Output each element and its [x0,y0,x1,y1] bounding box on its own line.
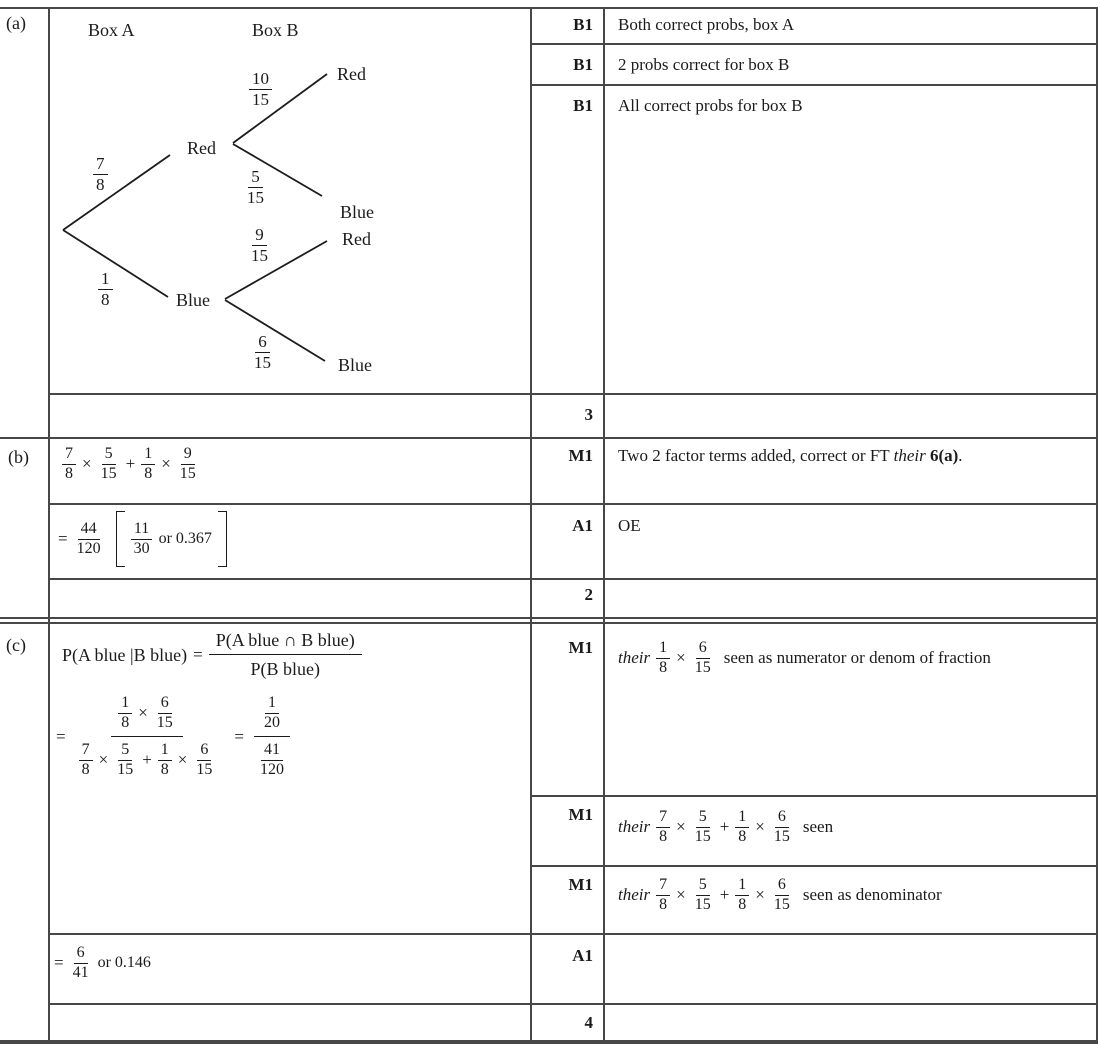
comment-m1-b: Two 2 factor terms added, correct or FT their 6(a). [618,446,963,465]
close-bracket [218,511,227,567]
box-b-header: Box B [252,20,299,40]
row-divider-a1 [530,43,1098,45]
mark-m1-b: M1 [568,446,593,465]
times-sign: × [82,454,92,474]
comment-m1-c1: their $\frac{1}{8}$ × $\frac{6}{15}$ seen as numerator or denom of fraction [618,639,991,676]
row-divider-c3 [48,933,1098,935]
col-divider-comments [603,7,605,1042]
branch-a-blue [63,230,168,297]
section-divider-bc-upper [0,617,1098,619]
part-c-label: (c) [6,635,26,655]
box-a-header: Box A [88,20,135,40]
times-sign: × [755,817,765,837]
section-divider-bc-lower [0,622,1098,624]
total-b: 2 [584,585,593,604]
comment-b1-1: Both correct probs, box A [618,15,795,34]
prob-red-red: $\frac{10}{15}$ [249,69,272,110]
mark-b1-1: B1 [573,15,593,34]
equals-sign: = [56,726,66,746]
row-divider-b-total [48,578,1098,580]
times-sign: × [98,750,109,770]
row-divider-a2 [530,84,1098,86]
part-b-label: (b) [8,447,29,467]
branch-b-blue-blue [225,300,325,361]
tree-branches-svg [48,8,530,393]
frac-1-8: $\frac{1}{8}$ [118,694,132,733]
part-c-answer [54,944,151,983]
leaf-blue-blue-label: Blue [338,355,372,375]
frac-7-8: $\frac{7}{8}$ [79,741,93,780]
plus-sign: + [142,750,152,770]
comment-m1-c3: their $\frac{7}{8}$ × $\frac{5}{15}$ + $\frac{1}{8}$ × $\frac{6}{15}$ seen as denominator [618,876,942,913]
node-blue-label: Blue [176,290,210,310]
total-a: 3 [584,405,593,424]
part-c-line2 [56,694,294,780]
equals-sign: = [193,645,203,664]
equals-sign: = [234,726,244,746]
node-red-label: Red [187,138,216,158]
plus-sign: + [719,817,730,837]
frac-1-8: $\frac{1}{8}$ [141,445,155,484]
comment-a1-b: OE [618,516,641,535]
mark-b1-2: B1 [573,55,593,74]
frac-1-8: $\frac{1}{8}$ [158,741,172,780]
times-sign: × [755,885,765,905]
frac-1-8: $\frac{1}{8}$ [656,639,670,678]
frac-41-120: $\frac{41}{120}$ [259,740,284,778]
equals-sign: = [58,529,68,548]
frac-5-15: $\frac{5}{15}$ [117,740,134,778]
row-divider-a-total [48,393,1098,395]
prob-red: $\frac{7}{8}$ [93,154,108,195]
branch-a-red [63,155,170,230]
times-sign: × [676,885,686,905]
mark-m1-c3: M1 [568,875,593,894]
frac-6-15: $\frac{6}{15}$ [694,639,711,676]
equals-sign: = [54,953,64,973]
table-border-bottom [0,1040,1098,1044]
prob-blue-blue: $\frac{6}{15}$ [254,332,271,373]
alt-decimal: or 0.367 [158,530,212,547]
times-sign: × [676,648,686,668]
prob-blue-red: $\frac{9}{15}$ [251,225,268,266]
frac-1-20: $\frac{1}{20}$ [263,694,280,731]
leaf-blue-red-label: Red [342,229,371,249]
prob-red-blue: $\frac{5}{15}$ [247,167,264,208]
part-b-result [58,511,227,567]
plus-sign: + [125,454,136,474]
mark-m1-c2: M1 [568,805,593,824]
row-divider-c-total [48,1003,1098,1005]
frac-7-8: $\frac{7}{8}$ [62,445,76,484]
conditional-prob-fraction: P(A blue ∩ B blue) P(B blue) [209,630,362,680]
big-fraction [72,694,223,780]
result-fraction [250,694,294,780]
prob-blue: $\frac{1}{8}$ [98,269,113,310]
row-divider-b1 [48,503,1098,505]
plus-sign: + [719,885,730,905]
mark-b1-3: B1 [573,96,593,115]
answer-decimal: or 0.146 [97,954,151,972]
frac-6-15: $\frac{6}{15}$ [196,740,213,778]
comment-m1-c2: their $\frac{7}{8}$ × $\frac{5}{15}$ + $\frac{1}{8}$ × $\frac{6}{15}$ seen [618,808,834,845]
frac-5-15: $\frac{5}{15}$ [100,445,117,482]
frac-6-41: $\frac{6}{41}$ [72,944,89,981]
row-divider-c1 [530,795,1098,797]
conditional-prob-lhs: P(A blue |B blue) [62,644,188,665]
table-border-right [1096,7,1098,1042]
mark-a1-c: A1 [572,946,593,965]
mark-a1-b: A1 [572,516,593,535]
part-b-expression [62,445,199,484]
times-sign: × [676,817,686,837]
times-sign: × [138,703,148,723]
open-bracket [116,511,125,567]
part-c-line1 [62,630,362,680]
leaf-red-blue-label: Blue [340,202,374,222]
row-divider-c2 [530,865,1098,867]
mark-m1-c1: M1 [568,638,593,657]
tree-diagram [48,8,530,393]
frac-9-15: $\frac{9}{15}$ [179,445,196,482]
frac-6-15: $\frac{6}{15}$ [156,694,173,731]
branch-b-blue-red [225,241,327,299]
frac-44-120: $\frac{44}{120}$ [76,519,101,557]
section-divider-ab [0,437,1098,439]
part-a-label: (a) [6,13,26,33]
branch-b-red-red [233,74,327,143]
times-sign: × [177,750,188,770]
total-c: 4 [584,1013,593,1032]
comment-b1-3: All correct probs for box B [618,96,803,115]
leaf-red-red-label: Red [337,64,366,84]
comment-b1-2: 2 probs correct for box B [618,55,790,74]
frac-11-30: $\frac{11}{30}$ [131,520,153,559]
times-sign: × [161,454,171,474]
